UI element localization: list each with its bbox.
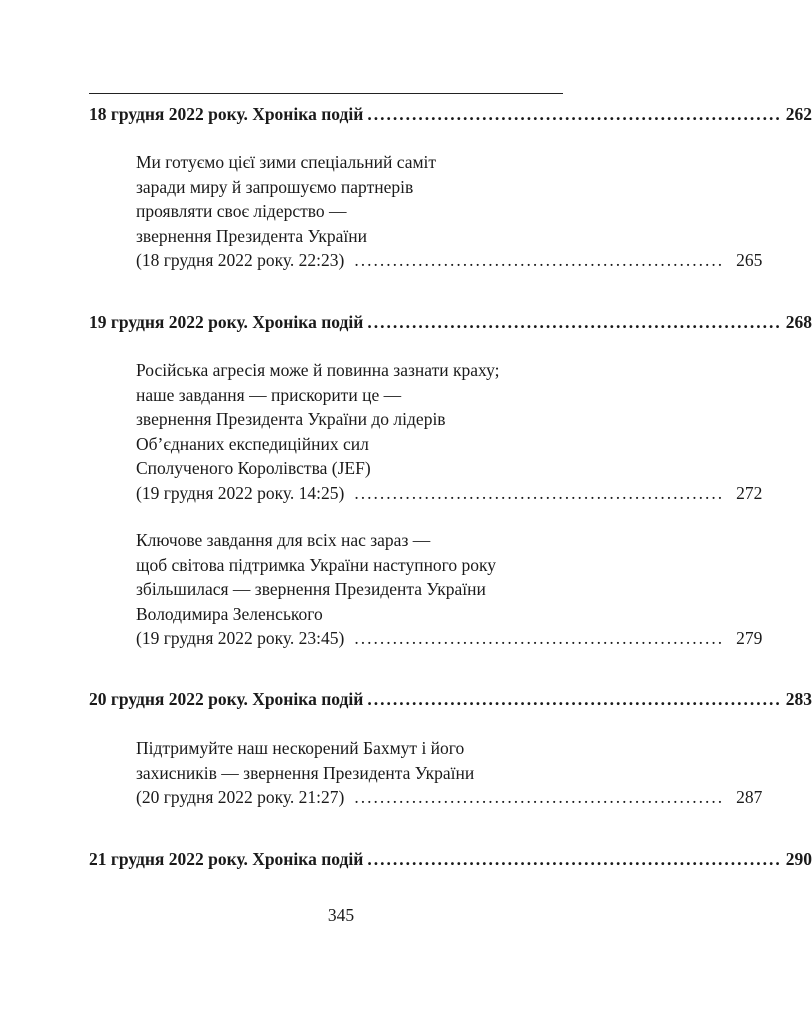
toc-heading[interactable] [89,312,812,333]
entry-line: Володимира Зеленського [136,603,323,624]
toc-entry[interactable] [136,358,763,505]
heading-title: 18 грудня 2022 року. Хроніка подій [89,104,364,124]
entry-line: проявляти своє лідерство — [136,201,347,221]
toc-entry[interactable] [136,528,763,651]
dot-leader: .......................................................... [354,250,725,270]
entry-line: Ми готуємо цієї зими спеціальний саміт [136,152,437,172]
entry-line: наше завдання — прискорити це — [136,384,402,405]
heading-title: 19 грудня 2022 року. Хроніка подій [89,312,364,332]
entry-line: звернення Президента України до лідерів [136,409,446,429]
heading-page-number: 283 [785,689,812,709]
dot-leader: ................................................................. [367,312,782,332]
entry-date: (18 грудня 2022 року. 22:23) [136,250,345,270]
entry-last-line [136,626,763,651]
entry-date: (19 грудня 2022 року. 23:45) [136,628,345,648]
entry-line: Об’єднаних експедиційних сил [136,433,369,454]
entry-last-line [136,785,763,810]
heading-page-number: 268 [785,312,812,332]
top-rule [89,93,563,94]
heading-title: 20 грудня 2022 року. Хроніка подій [89,689,364,709]
dot-leader: .......................................................... [354,787,725,807]
entry-line: заради миру й запрошуємо партнерів [136,176,414,197]
toc-entry[interactable] [136,150,763,273]
page-number: 345 [327,905,355,925]
entry-line: захисників — звернення Президента України [136,762,475,783]
entry-line: збільшилася — звернення Президента України [136,579,486,599]
toc-heading[interactable] [89,689,812,710]
heading-title: 21 грудня 2022 року. Хроніка подій [89,849,364,869]
entry-page-number: 279 [736,628,763,648]
entry-date: (19 грудня 2022 року. 14:25) [136,482,345,503]
heading-page-number: 262 [785,104,812,124]
dot-leader: ................................................................. [367,104,782,124]
entry-line: Ключове завдання для всіх нас зараз — [136,530,431,550]
entry-last-line [136,481,763,506]
toc-heading[interactable] [89,104,812,125]
entry-line: Підтримуйте наш нескорений Бахмут і його [136,738,465,758]
entry-page-number: 287 [736,787,763,807]
dot-leader: .......................................................... [354,482,725,503]
entry-page-number: 272 [736,482,763,503]
entry-last-line [136,248,763,273]
entry-date: (20 грудня 2022 року. 21:27) [136,787,345,807]
entry-line: щоб світова підтримка України наступного року [136,554,497,575]
entry-page-number: 265 [736,250,763,270]
dot-leader: ................................................................. [367,689,782,709]
dot-leader: .......................................................... [354,628,725,648]
toc-heading[interactable] [89,849,812,870]
entry-line: Російська агресія може й повинна зазнати краху; [136,360,500,380]
entry-line: Сполученого Королівства (JEF) [136,458,371,478]
entry-line: звернення Президента України [136,225,368,246]
toc-entry[interactable] [136,736,763,810]
dot-leader: ................................................................. [367,849,782,869]
heading-page-number: 290 [785,849,812,869]
